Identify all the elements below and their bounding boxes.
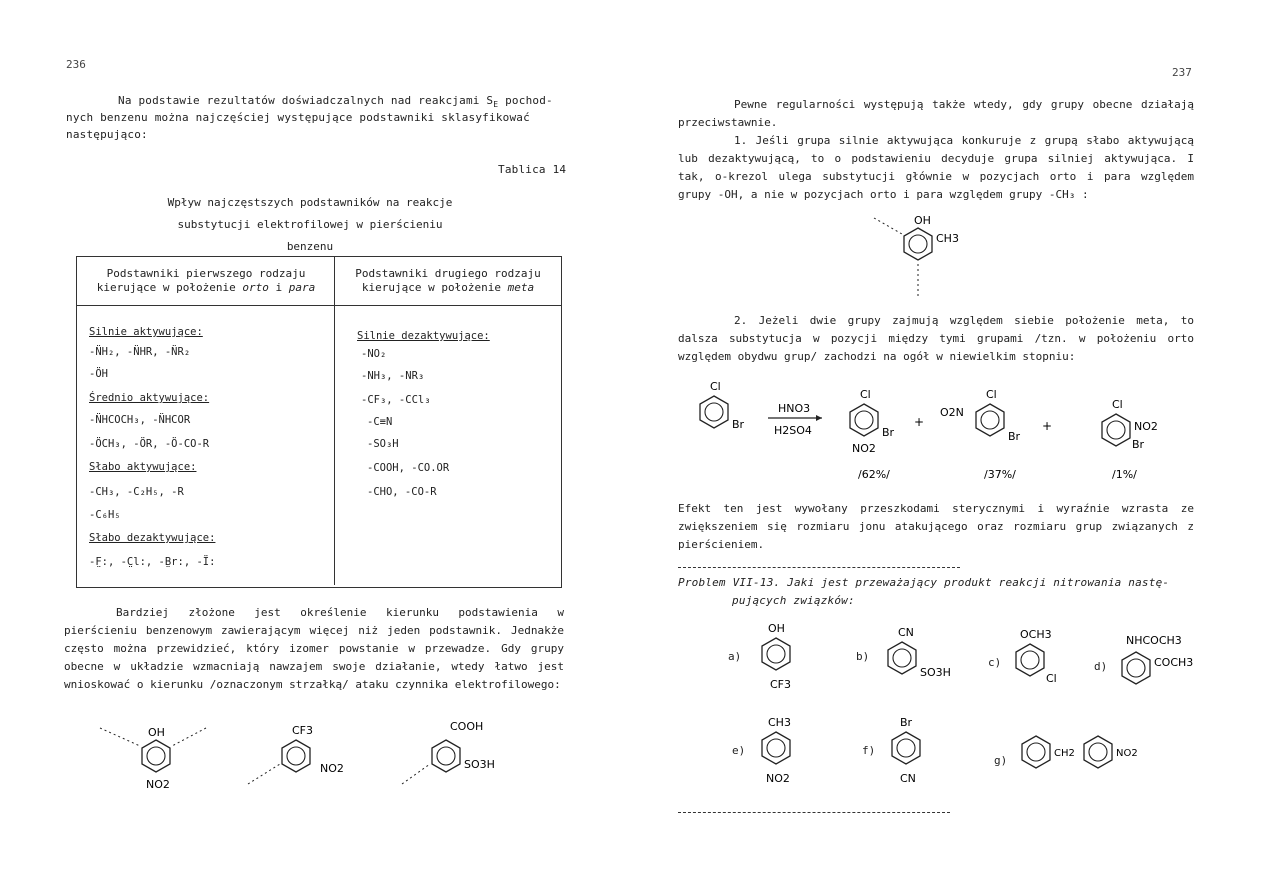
col1-item: -N̈HCOCH₃, -N̈HCOR	[89, 414, 191, 426]
col1-item: -F̤:, -C̤l:, -B̤r:, -Ï:	[89, 556, 216, 568]
svg-text:+: +	[914, 415, 925, 429]
svg-text:OH: OH	[914, 214, 931, 227]
substituent-label: OH	[148, 726, 165, 739]
option-label: a)	[728, 650, 742, 663]
svg-text:Cl: Cl	[1046, 672, 1057, 685]
svg-text:CN: CN	[900, 772, 916, 785]
svg-text:Cl: Cl	[710, 380, 721, 393]
nitration-reaction	[692, 376, 1212, 486]
col1-item: -ÖH	[89, 368, 108, 380]
col1-heading: Średnio aktywujące:	[89, 392, 210, 404]
col1-heading: Silnie aktywujące:	[89, 326, 203, 338]
substituent-table	[76, 256, 562, 588]
col2-item: -SO₃H	[367, 438, 399, 450]
svg-text:CH2: CH2	[1054, 748, 1075, 759]
option-label: b)	[856, 650, 870, 663]
page-number: 237	[1172, 66, 1192, 79]
col2-heading: Silnie dezaktywujące:	[357, 330, 490, 342]
divider	[678, 567, 960, 568]
svg-text:NO2: NO2	[766, 772, 790, 785]
col2-item: -NH₃, -NR₃	[361, 370, 425, 382]
svg-text:NO2: NO2	[320, 762, 344, 775]
compound-d	[1112, 630, 1222, 696]
svg-text:OH: OH	[768, 622, 785, 635]
svg-text:NHCOCH3: NHCOCH3	[1126, 634, 1182, 647]
col1-heading: Słabo aktywujące:	[89, 461, 197, 473]
product-3	[1102, 398, 1158, 481]
intro-line: nych benzenu można najczęściej występujące podstawniki sklasyfikować	[66, 111, 530, 124]
col1-item: -ÖCH₃, -ÖR, -Ö-CO-R	[89, 438, 210, 450]
compound-g	[1014, 726, 1154, 776]
divider	[678, 812, 950, 813]
svg-text:+: +	[1042, 419, 1053, 433]
svg-text:COCH3: COCH3	[1154, 656, 1194, 669]
svg-text:Br: Br	[900, 716, 913, 729]
right-page	[632, 0, 1263, 893]
rule-2: 2. Jeżeli dwie grupy zajmują względem siebie położenie meta, to dalsza substytucja w pozycji między tymi grupami /tzn. w położeniu orto względem obydwu grup/ zachodzi na ogół w niewielkim stopniu:	[678, 314, 1194, 363]
svg-text:CN: CN	[898, 626, 914, 639]
svg-text:CF3: CF3	[770, 678, 792, 691]
table-caption: Wpływ najczęstszych podstawników na reakcje substytucji elektrofilowej w pierścieniu benzenu	[167, 196, 453, 253]
intro-line: następująco:	[66, 128, 148, 141]
col1-item: -CH₃, -C₂H₅, -R	[89, 486, 184, 498]
compound-c	[1006, 626, 1086, 692]
compound-b	[878, 624, 978, 690]
col2-item: -CHO, -CO-R	[367, 486, 437, 498]
compound-f	[882, 714, 942, 790]
product-2	[940, 388, 1021, 481]
svg-text:/62%/: /62%/	[858, 468, 890, 481]
svg-text:Br: Br	[1132, 438, 1145, 451]
svg-text:OCH3: OCH3	[1020, 628, 1052, 641]
substituent-label: NO2	[146, 778, 170, 791]
option-label: e)	[732, 744, 746, 757]
svg-text:Cl: Cl	[986, 388, 997, 401]
rule-1: 1. Jeśli grupa silnie aktywująca konkuruje z grupą słabo aktywującą lub dezaktywującą, to o podstawieniu decyduje grupa silniej aktywująca. I tak, o-krezol ulega substytucji głównie w pozycjach orto i para względem grupy -OH, a nie w pozycjach orto i para względem grupy -CH₃ :	[678, 134, 1194, 201]
option-label: d)	[1094, 660, 1108, 673]
product-1	[850, 388, 895, 481]
compound-e	[752, 714, 812, 790]
svg-text:NO2: NO2	[852, 442, 876, 455]
col1-item: -N̈H₂, -N̈HR, -N̈R₂	[89, 346, 191, 358]
paragraph: Pewne regularności występują także wtedy, gdy grupy obecne działają przeciwstawnie.	[678, 98, 1194, 129]
compound-a	[752, 620, 812, 696]
left-page	[0, 0, 630, 893]
col1-header: Podstawniki pierwszego rodzaju kierujące w położenie orto i para	[96, 267, 316, 294]
intro-line: Na podstawie rezultatów doświadczalnych nad reakcjami $S_E$ pochod-	[118, 94, 553, 110]
svg-text:/1%/: /1%/	[1112, 468, 1137, 481]
svg-text:COOH: COOH	[450, 720, 484, 733]
molecule-nitrophenol	[96, 718, 216, 798]
col2-item: -CF₃, -CCl₃	[361, 394, 431, 406]
table-label: Tablica 14	[498, 163, 567, 176]
svg-text:CH3: CH3	[768, 716, 791, 729]
molecule-sulfobenzoic-acid	[396, 718, 526, 798]
svg-text:/37%/: /37%/	[984, 468, 1016, 481]
svg-text:CF3: CF3	[292, 724, 314, 737]
problem-title: Problem VII-13. Jaki jest przeważający produkt reakcji nitrowania nastę-	[678, 576, 1170, 589]
reactant	[700, 380, 745, 431]
svg-text:SO3H: SO3H	[920, 666, 951, 679]
option-label: f)	[862, 744, 876, 757]
svg-text:HNO3: HNO3	[778, 402, 811, 415]
svg-text:NO2: NO2	[1134, 420, 1158, 433]
option-label: c)	[988, 656, 1002, 669]
col2-item: -COOH, -CO.OR	[367, 462, 450, 474]
col1-heading: Słabo dezaktywujące:	[89, 532, 216, 544]
svg-text:O2N: O2N	[940, 406, 964, 419]
svg-text:CH3: CH3	[936, 232, 959, 245]
svg-text:Br: Br	[882, 426, 895, 439]
paragraph: Efekt ten jest wywołany przeszkodami sterycznymi i wyraźnie wzrasta ze zwiększeniem się rozmiaru jonu atakującego oraz rozmiaru grup związanych z pierścieniem.	[678, 502, 1194, 551]
molecule-cf3-nitrobenzene	[236, 718, 356, 798]
col2-item: -NO₂	[361, 348, 387, 360]
col1-item: -C₆H₅	[89, 509, 121, 521]
col2-header: Podstawniki drugiego rodzaju kierujące w położenie meta	[355, 267, 541, 294]
svg-text:Cl: Cl	[1112, 398, 1123, 411]
svg-text:NO2: NO2	[1116, 748, 1138, 759]
svg-text:SO3H: SO3H	[464, 758, 495, 771]
svg-text:H2SO4: H2SO4	[774, 424, 812, 437]
svg-text:Cl: Cl	[860, 388, 871, 401]
paragraph: Bardziej złożone jest określenie kierunku podstawienia w pierścieniu benzenowym zawierającym więcej niż jeden podstawnik. Jednakże często można przewidzieć, który izomer powstanie w przewadze. Gdy grupy obecne w układzie wzmacniają nawzajem swoje działanie, wtedy łatwo jest wnioskować o kierunku /oznaczonym strzałką/ ataku czynnika elektrofilowego:	[64, 606, 564, 691]
molecule-o-cresol	[868, 212, 978, 302]
col2-item: -C≡N	[367, 416, 393, 428]
option-label: g)	[994, 754, 1008, 767]
svg-text:Br: Br	[732, 418, 745, 431]
page-number: 236	[66, 58, 86, 71]
problem-title: pujących związków:	[732, 594, 855, 607]
svg-text:Br: Br	[1008, 430, 1021, 443]
